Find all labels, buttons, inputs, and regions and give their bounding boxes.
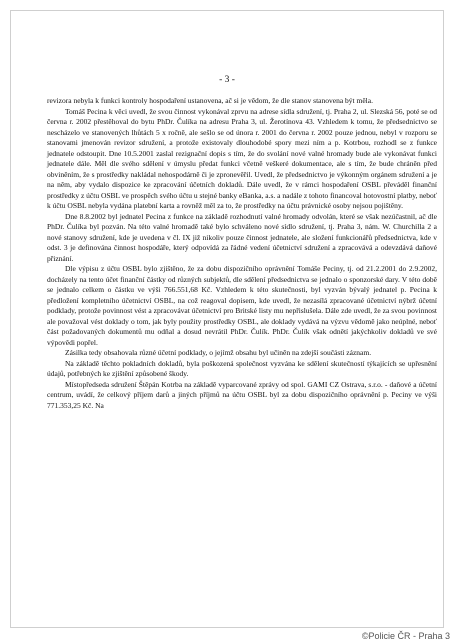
- watermark: ©Policie ČR - Praha 3: [361, 631, 450, 641]
- document-page: [10, 10, 444, 628]
- paragraph: Zásilka tedy obsahovala různé účetní podklady, o jejímž obsahu byl učiněn na zdejší součásti záznam.: [65, 348, 372, 357]
- paragraph: Na základě těchto pokladních dokladů, byla poškozená společnost vyzvána ke sdělení skutečností týkajících se upřesnění údajů, potřebných ke zjištění způsobené škody.: [47, 358, 437, 378]
- paragraph: Místopředseda sdružení Štěpán Kotrba na základě vyparcované zprávy od spol. GAMI CZ Ostrava, s.r.o. - daňové a účetní centrum, uvádí, že celkový příjem darů a jiných příjmů na účtu OSBL byl za dobu dispozičního oprávnění p. Peciny ve výši 771.353,25 Kč. Na: [47, 379, 437, 410]
- paragraph: revizora nebyla k funkci kontroly hospodaření ustanovena, ač si je vědom, že dle stanov stanovena být měla.: [47, 96, 373, 105]
- page-number: - 3 -: [219, 75, 235, 85]
- paragraph: Tomáš Pecina k věci uvedl, že svou činnost vykonával zprvu na adrese sídla sdružení, tj. Praha 2, ul. Slezská 56, poté se od června r. 2002 přestěhoval do bytu PhDr. Čulíka na adresu Praha 3, ul. Žerotínova 43. Vzhledem k tomu, že předsednictvo se nescházelo ve stanovených lhůtách 5 x ročně, ale sešlo se od února r. 2001 do června r. 2002 pouze jednou, nebyl v rozporu se stanovami jmenován revizor sdružení, a protože existovaly dlouhodobé spory mezi ním a p. Kotrbou, rozhodl se z funkce jednatele odstoupit. Dne 10.5.2001 zaslal rezignační dopis s tím, že do svolání nové valné hromady bude ale vykonávat funkci jednatele dále. Měl dle svého sdělení v úmyslu předat funkci včetně veškeré dokumentace, ale s tím, že bude chráněn před obviněním, že s prostředky nakládal nehospodárně či je zpronevěřil. Uvedl, že předsednictvo je výkonným orgánem sdružení a je na něm, aby vydalo dispozice ke zpracování účetních dokladů. Dále uvedl, že v rámci hospodaření OSBL převáděl finanční prostředky z účtu OSBL ve prospěch svého účtu u stejné banky eBanka, a.s. a nadále z tohoto financoval hotovostní platby, neboť k účtu OSBL nebyla vydána platební karta a rovněž měl za to, že prostředky na účtu právnické osoby nejsou pojištěny.: [47, 106, 437, 210]
- paragraph: Dne 8.8.2002 byl jednatel Pecina z funkce na základě rozhodnutí valné hromady odvolán, které se však nezúčastnil, ač dle PhDr. Čulíka byl pozván. Na této valné hromadě také bylo schváleno nové sídlo sdružení, tj. Praha 3, nám. W. Churchilla 2 a nové stanovy sdružení, kde je uvedena v čl. IX již nikoliv pouze činnost jednatele, ale složení funkcionářů předsednictva, kde v odst. 3 je definována činnost hospodáře, který odpovídá za řádné vedení účetnictví sdružení a zpracovává a odevzdává daňové přiznání.: [47, 211, 437, 263]
- paragraph: Dle výpisu z účtu OSBL bylo zjištěno, že za dobu dispozičního oprávnění Tomáše Peciny, tj. od 21.2.2001 do 2.9.2002, docházely na tento účet finanční částky od různých subjektů, dle sdělení předsednictva se jednalo o sponzorské dary. V této době se jednalo celkem o částku ve výši 766.551,68 Kč. Vzhledem k této skutečnosti, byl vyzván bývalý jednatel p. Pecina k předložení kompletního účetnictví OSBL, na což reagoval dopisem, kde uvedl, že nezasílá zpracované účetnictví nýbrž účetní podklady, protože povinnost vést a zpracovávat účetnictví pro Britské listy mu nepřislušela. Dále zde uvedl, že za svou povinnost ale považoval vést doklady o tom, jak byly použity prostředky OSBL, ale doklady vydává na výzvu vědomě jako neúplné, neboť část požadovaných dokumentů mu odňal a dosud nevrátil PhDr. Čulík. PhDr. Čulík však odnětí jakýchkoliv dokladů ve své výpovědi popřel.: [47, 264, 437, 347]
- body-text: [47, 96, 437, 411]
